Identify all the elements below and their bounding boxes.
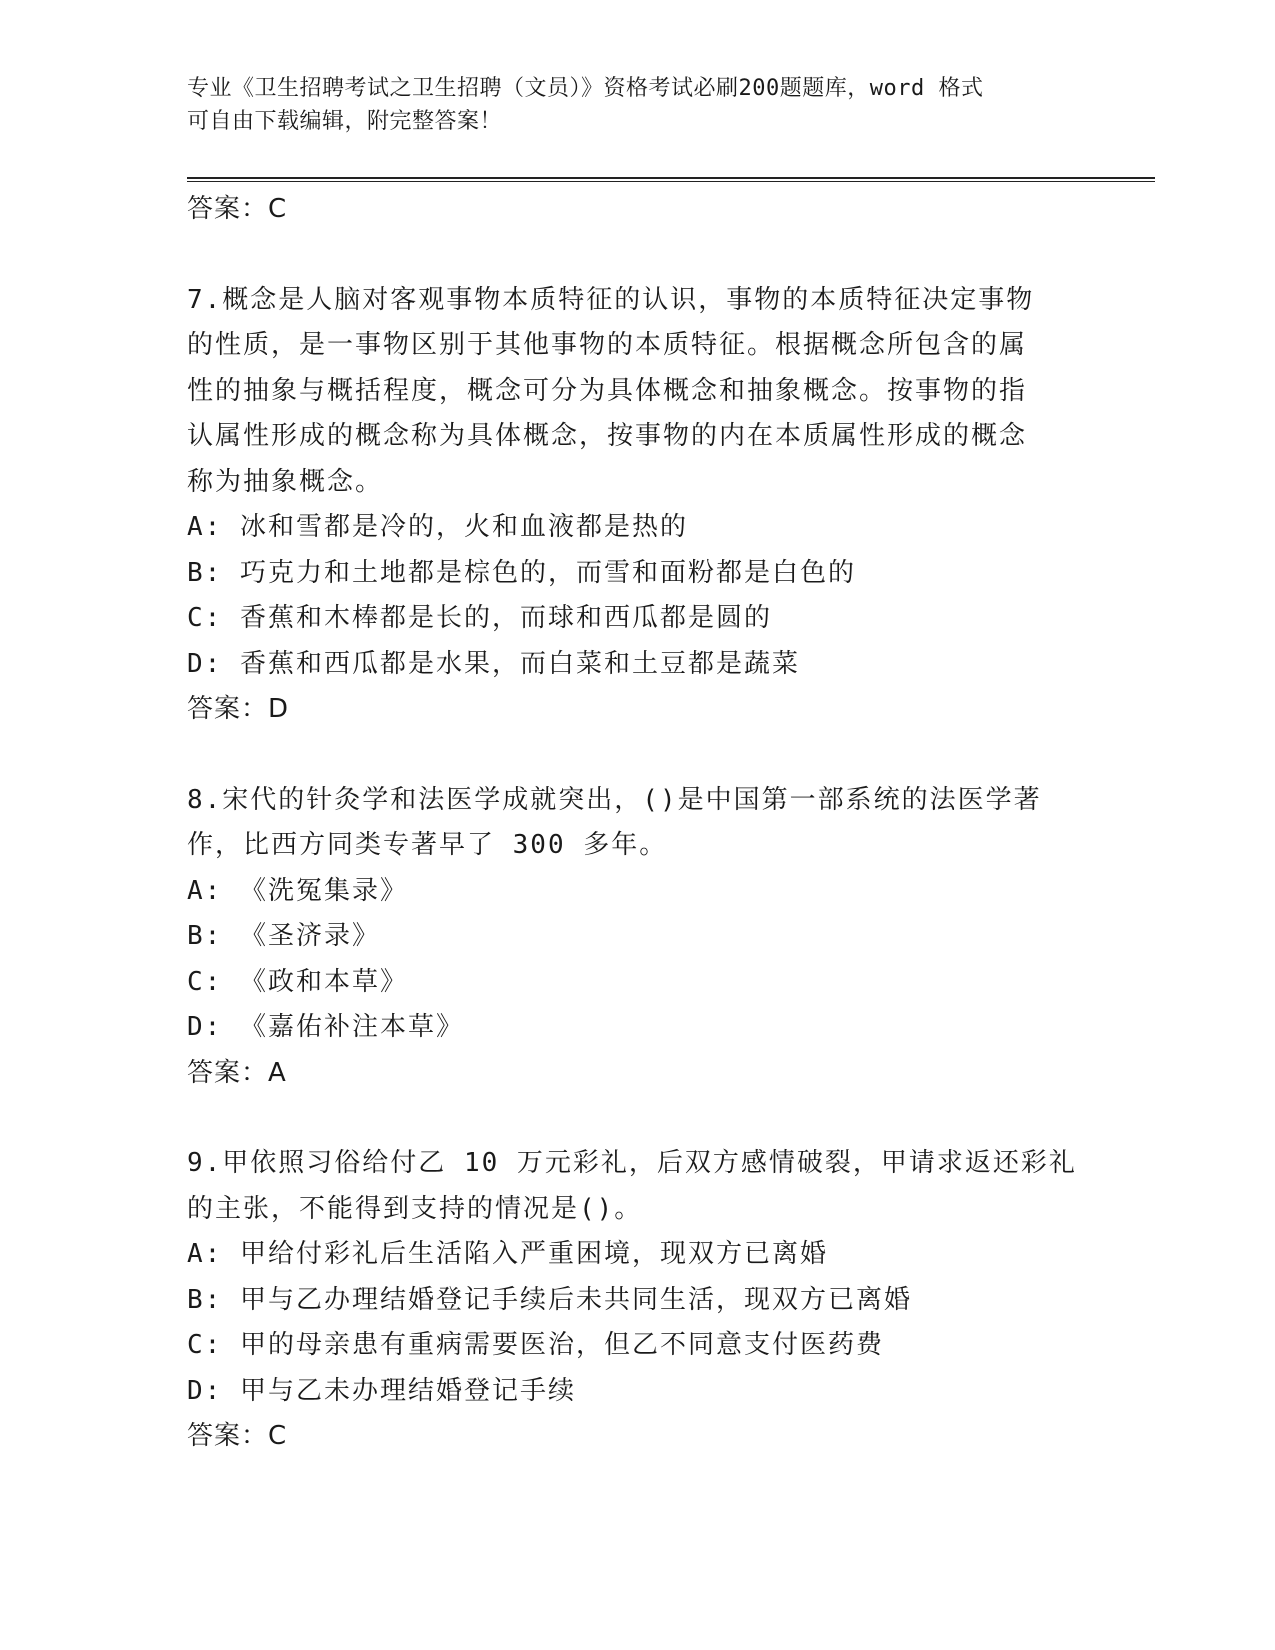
question-text-line: 称为抽象概念。: [187, 466, 384, 497]
option-b: B: 甲与乙办理结婚登记手续后未共同生活，现双方已离婚: [187, 1284, 912, 1315]
question-text: [187, 778, 1087, 869]
document-body: [187, 187, 1087, 1460]
question-text-line: 的主张，不能得到支持的情况是()。: [187, 1193, 643, 1224]
question-text-line: 9.甲依照习俗给付乙 10 万元彩礼，后双方感情破裂，甲请求返还彩礼: [187, 1148, 1077, 1178]
answer-line: 答案：C: [187, 1421, 288, 1451]
option-a: A: 甲给付彩礼后生活陷入严重困境，现双方已离婚: [187, 1239, 828, 1269]
question-7: [187, 278, 1087, 733]
option-b: B: 巧克力和土地都是棕色的，而雪和面粉都是白色的: [187, 557, 856, 588]
document-header: [187, 72, 1087, 138]
option-c: C: 香蕉和木棒都是长的，而球和西瓜都是圆的: [187, 603, 772, 633]
question-9: [187, 1141, 1087, 1460]
option-a: A: 冰和雪都是冷的，火和血液都是热的: [187, 512, 688, 542]
question-8: [187, 778, 1087, 1097]
header-divider: [187, 177, 1155, 182]
question-text-line: 7.概念是人脑对客观事物本质特征的认识，事物的本质特征决定事物: [187, 284, 1035, 315]
option-d: D: 香蕉和西瓜都是水果，而白菜和土豆都是蔬菜: [187, 648, 800, 679]
answer-line: 答案：D: [187, 694, 290, 724]
question-text-line: 作，比西方同类专著早了 300 多年。: [187, 830, 668, 860]
option-a: A: 《洗冤集录》: [187, 875, 408, 906]
header-line-2: 可自由下载编辑，附完整答案！: [187, 109, 503, 134]
question-text-line: 认属性形成的概念称为具体概念，按事物的内在本质属性形成的概念: [187, 421, 1028, 451]
question-text: [187, 1141, 1087, 1232]
option-c: C: 《政和本草》: [187, 966, 408, 997]
question-text: [187, 278, 1087, 506]
option-d: D: 甲与乙未办理结婚登记手续: [187, 1375, 576, 1406]
header-line-1: 专业《卫生招聘考试之卫生招聘（文员）》资格考试必刷200题题库，word 格式: [187, 76, 984, 101]
answer-line: 答案：C: [187, 194, 288, 224]
answer-line: 答案：A: [187, 1057, 287, 1088]
question-text-line: 的性质，是一事物区别于其他事物的本质特征。根据概念所包含的属: [187, 330, 1028, 360]
question-text-line: 8.宋代的针灸学和法医学成就突出，()是中国第一部系统的法医学著: [187, 784, 1042, 815]
question-text-line: 性的抽象与概括程度，概念可分为具体概念和抽象概念。按事物的指: [187, 375, 1028, 406]
option-b: B: 《圣济录》: [187, 921, 380, 951]
option-d: D: 《嘉佑补注本草》: [187, 1012, 464, 1042]
option-c: C: 甲的母亲患有重病需要医治，但乙不同意支付医药费: [187, 1330, 884, 1360]
